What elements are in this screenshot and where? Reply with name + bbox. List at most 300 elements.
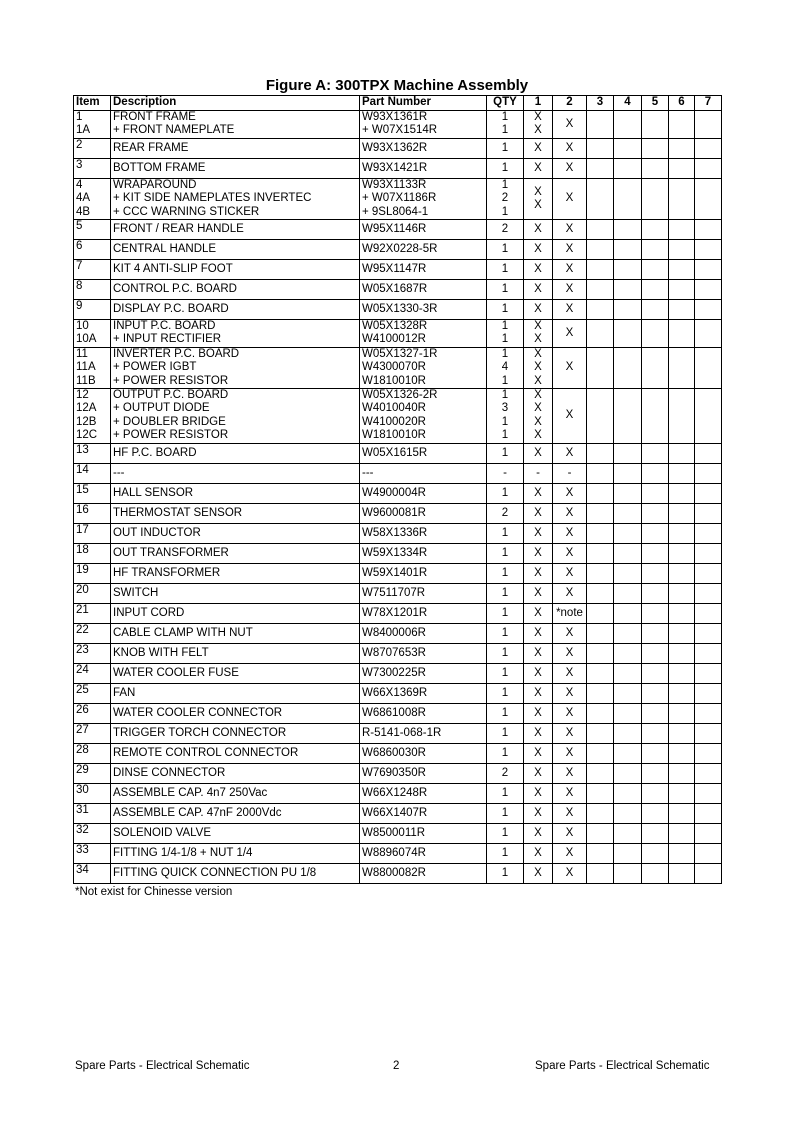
item-line: 10: [76, 320, 89, 333]
qty-line: 1: [501, 389, 509, 402]
description-cell: [111, 623, 360, 643]
col-7-cell: [695, 280, 722, 300]
qty-line: 1: [501, 806, 509, 819]
col-6-cell: [669, 300, 695, 320]
item-line: 32: [76, 823, 89, 836]
qty-cell: [487, 300, 524, 320]
col-1-line: X: [534, 566, 542, 579]
part-number-cell: [360, 583, 487, 603]
col-1-cell: [524, 320, 553, 348]
table-row: [74, 743, 722, 763]
col-4-cell: [614, 563, 642, 583]
qty-cell: [487, 543, 524, 563]
col-4-cell: [614, 723, 642, 743]
col-5-cell: [642, 643, 669, 663]
description-cell: [111, 220, 360, 240]
col-3-cell: [587, 178, 614, 219]
col-1-line: X: [534, 786, 542, 799]
item-line: 6: [76, 240, 83, 253]
part-number-line: W58X1336R: [362, 526, 428, 539]
part-number-cell: [360, 300, 487, 320]
part-number-cell: [360, 111, 487, 139]
col-3-cell: [587, 643, 614, 663]
part-number-line: W93X1361R: [362, 111, 428, 123]
qty-line: 1: [501, 303, 509, 316]
part-number-cell: [360, 220, 487, 240]
qty-line: 1: [501, 606, 509, 619]
table-row: [74, 389, 722, 444]
col-3-cell: [587, 843, 614, 863]
item-line: 22: [76, 623, 89, 636]
col-5-cell: [642, 240, 669, 260]
col-5-cell: [642, 111, 669, 139]
item-line: 28: [76, 743, 89, 756]
description-line: KIT 4 ANTI-SLIP FOOT: [113, 263, 233, 276]
qty-line: 1: [501, 546, 509, 559]
col-5-cell: [642, 280, 669, 300]
col-5-cell: [642, 763, 669, 783]
item-line: 24: [76, 663, 89, 676]
description-line: WATER COOLER CONNECTOR: [113, 706, 283, 719]
description-cell: [111, 763, 360, 783]
col-1-cell: [524, 463, 553, 483]
col-2-cell: X: [553, 563, 587, 583]
table-row: [74, 863, 722, 883]
part-number-cell: [360, 463, 487, 483]
description-cell: [111, 603, 360, 623]
qty-line: 1: [501, 263, 509, 276]
col-5-cell: [642, 543, 669, 563]
col-2-cell: X: [553, 320, 587, 348]
item-cell: [74, 683, 111, 703]
part-number-line: W92X0228-5R: [362, 243, 438, 256]
part-number-cell: [360, 260, 487, 280]
col-3-cell: [587, 111, 614, 139]
item-cell: [74, 583, 111, 603]
col-4-cell: [614, 503, 642, 523]
qty-cell: [487, 603, 524, 623]
col-1-line: X: [534, 746, 542, 759]
item-cell: [74, 320, 111, 348]
col-3-cell: [587, 763, 614, 783]
col-1-cell: [524, 280, 553, 300]
part-number-cell: [360, 683, 487, 703]
qty-line: 1: [501, 124, 509, 137]
description-line: SOLENOID VALVE: [113, 826, 211, 839]
col-1-cell: [524, 138, 553, 158]
col-7-cell: [695, 347, 722, 388]
col-6-cell: [669, 158, 695, 178]
col-1-line: X: [534, 124, 542, 137]
qty-cell: [487, 583, 524, 603]
col-2-cell: X: [553, 111, 587, 139]
qty-line: 1: [501, 726, 509, 739]
col-2-cell: X: [553, 763, 587, 783]
part-number-cell: [360, 643, 487, 663]
col-7-cell: [695, 783, 722, 803]
item-cell: [74, 623, 111, 643]
description-line: HF TRANSFORMER: [113, 566, 221, 579]
col-6-cell: [669, 683, 695, 703]
qty-line: 1: [501, 526, 509, 539]
item-cell: [74, 703, 111, 723]
col-5-cell: [642, 803, 669, 823]
qty-line: 1: [501, 162, 509, 175]
col-1-line: X: [534, 361, 542, 374]
col-1-cell: [524, 843, 553, 863]
part-number-cell: [360, 320, 487, 348]
col-5-cell: [642, 663, 669, 683]
table-row: [74, 703, 722, 723]
part-number-line: W7300225R: [362, 666, 426, 679]
part-number-line: W05X1687R: [362, 283, 428, 296]
description-line: BOTTOM FRAME: [113, 162, 206, 175]
col-1-cell: [524, 783, 553, 803]
qty-line: 2: [501, 192, 509, 205]
col-3-cell: [587, 138, 614, 158]
item-cell: [74, 300, 111, 320]
item-line: 17: [76, 523, 89, 536]
qty-cell: [487, 483, 524, 503]
col-6-cell: [669, 743, 695, 763]
qty-line: 1: [501, 415, 509, 428]
col-7-cell: [695, 563, 722, 583]
col-5-cell: [642, 347, 669, 388]
qty-cell: [487, 763, 524, 783]
col-4-cell: [614, 220, 642, 240]
part-number-line: W6861008R: [362, 706, 426, 719]
part-number-line: R-5141-068-1R: [362, 726, 442, 739]
col-7-cell: [695, 503, 722, 523]
part-number-line: W8707653R: [362, 646, 426, 659]
col-6-cell: [669, 523, 695, 543]
item-line: 13: [76, 443, 89, 456]
col-3-cell: [587, 703, 614, 723]
part-number-cell: [360, 763, 487, 783]
qty-line: 1: [501, 566, 509, 579]
col-1-cell: [524, 643, 553, 663]
item-cell: [74, 138, 111, 158]
description-line: INPUT P.C. BOARD: [113, 320, 216, 333]
col-1-line: X: [534, 526, 542, 539]
col-4-cell: [614, 823, 642, 843]
part-number-line: W1810010R: [362, 429, 426, 442]
col-1-line: X: [534, 162, 542, 175]
col-6-cell: [669, 260, 695, 280]
item-line: 2: [76, 138, 83, 151]
col-3-cell: [587, 320, 614, 348]
col-5-cell: [642, 683, 669, 703]
col-6-cell: [669, 240, 695, 260]
description-line: REMOTE CONTROL CONNECTOR: [113, 746, 299, 759]
part-number-cell: [360, 603, 487, 623]
description-cell: [111, 523, 360, 543]
col-5-cell: [642, 823, 669, 843]
col-5-cell: [642, 178, 669, 219]
item-line: 9: [76, 300, 83, 313]
qty-line: 1: [501, 746, 509, 759]
col-1-line: X: [534, 347, 542, 360]
description-cell: [111, 260, 360, 280]
part-number-cell: [360, 563, 487, 583]
qty-line: 1: [501, 374, 509, 387]
description-cell: [111, 863, 360, 883]
description-line: DINSE CONNECTOR: [113, 766, 226, 779]
col-2-cell: X: [553, 178, 587, 219]
col-1-cell: [524, 111, 553, 139]
table-row: [74, 583, 722, 603]
col-2-cell: X: [553, 543, 587, 563]
col-5-cell: [642, 138, 669, 158]
col-2-cell: X: [553, 783, 587, 803]
part-number-line: W8800082R: [362, 866, 426, 879]
col-4-cell: [614, 743, 642, 763]
col-4-cell: [614, 863, 642, 883]
col-1-line: -: [536, 466, 540, 479]
item-cell: [74, 603, 111, 623]
item-line: 29: [76, 763, 89, 776]
col-1-line: X: [534, 546, 542, 559]
description-line: + INPUT RECTIFIER: [113, 333, 222, 346]
col-7-cell: [695, 623, 722, 643]
description-cell: [111, 178, 360, 219]
col-5-cell: [642, 583, 669, 603]
part-number-cell: [360, 443, 487, 463]
col-4-cell: [614, 483, 642, 503]
item-line: 21: [76, 603, 89, 616]
col-3-cell: [587, 347, 614, 388]
col-1-line: X: [534, 706, 542, 719]
col-5-cell: [642, 260, 669, 280]
col-4-cell: [614, 280, 642, 300]
item-line: 19: [76, 563, 89, 576]
qty-cell: [487, 723, 524, 743]
col-7-cell: [695, 158, 722, 178]
footer-left: Spare Parts - Electrical Schematic: [75, 1060, 250, 1072]
qty-line: 1: [501, 786, 509, 799]
item-line: 15: [76, 483, 89, 496]
col-2-cell: X: [553, 443, 587, 463]
table-row: [74, 158, 722, 178]
description-line: FITTING QUICK CONNECTION PU 1/8: [113, 866, 317, 879]
col-4-cell: [614, 240, 642, 260]
qty-cell: [487, 783, 524, 803]
description-cell: [111, 463, 360, 483]
part-number-line: W05X1328R: [362, 320, 428, 333]
part-number-line: W7690350R: [362, 766, 426, 779]
col-1-cell: [524, 623, 553, 643]
col-3-cell: [587, 220, 614, 240]
part-number-line: W95X1146R: [362, 223, 427, 236]
table-row: [74, 240, 722, 260]
part-number-line: W05X1327-1R: [362, 347, 438, 360]
item-line: 11: [76, 347, 88, 360]
part-number-line: W93X1421R: [362, 162, 428, 175]
part-number-cell: [360, 823, 487, 843]
figure-title: Figure A: 300TPX Machine Assembly: [265, 77, 529, 94]
part-number-cell: [360, 503, 487, 523]
col-4-cell: [614, 843, 642, 863]
col-4-cell: [614, 683, 642, 703]
col-2-cell: X: [553, 389, 587, 444]
qty-cell: [487, 803, 524, 823]
item-line: 5: [76, 220, 83, 233]
header-col-4: 4: [614, 96, 642, 111]
col-1-line: X: [534, 320, 542, 333]
description-line: DISPLAY P.C. BOARD: [113, 303, 229, 316]
description-cell: [111, 503, 360, 523]
part-number-cell: [360, 389, 487, 444]
col-5-cell: [642, 843, 669, 863]
col-7-cell: [695, 803, 722, 823]
part-number-line: W6860030R: [362, 746, 426, 759]
item-line: 25: [76, 683, 89, 696]
col-1-line: X: [534, 846, 542, 859]
col-5-cell: [642, 463, 669, 483]
col-4-cell: [614, 389, 642, 444]
col-5-cell: [642, 863, 669, 883]
col-1-line: X: [534, 198, 542, 211]
col-2-cell: X: [553, 280, 587, 300]
part-number-line: W1810010R: [362, 374, 426, 387]
col-1-cell: [524, 723, 553, 743]
col-6-cell: [669, 663, 695, 683]
col-6-cell: [669, 603, 695, 623]
col-5-cell: [642, 389, 669, 444]
table-row: [74, 523, 722, 543]
col-4-cell: [614, 763, 642, 783]
item-cell: [74, 178, 111, 219]
header-col-3: 3: [587, 96, 614, 111]
col-7-cell: [695, 703, 722, 723]
col-4-cell: [614, 260, 642, 280]
qty-line: 1: [501, 111, 509, 123]
col-4-cell: [614, 623, 642, 643]
col-3-cell: [587, 483, 614, 503]
item-line: 27: [76, 723, 89, 736]
col-6-cell: [669, 389, 695, 444]
header-col-7: 7: [695, 96, 722, 111]
col-1-line: X: [534, 686, 542, 699]
col-1-cell: [524, 543, 553, 563]
col-4-cell: [614, 543, 642, 563]
part-number-line: W9600081R: [362, 506, 426, 519]
description-cell: [111, 583, 360, 603]
part-number-line: W8896074R: [362, 846, 426, 859]
header-col-1: 1: [524, 96, 553, 111]
part-number-line: W66X1407R: [362, 806, 428, 819]
col-4-cell: [614, 320, 642, 348]
col-2-cell: X: [553, 803, 587, 823]
description-cell: [111, 320, 360, 348]
col-1-line: X: [534, 389, 542, 402]
col-2-cell: X: [553, 300, 587, 320]
col-3-cell: [587, 503, 614, 523]
col-7-cell: [695, 178, 722, 219]
col-3-cell: [587, 563, 614, 583]
description-cell: [111, 643, 360, 663]
description-line: FRONT / REAR HANDLE: [113, 223, 244, 236]
table-row: [74, 623, 722, 643]
qty-line: 3: [501, 402, 509, 415]
description-line: FITTING 1/4-1/8 + NUT 1/4: [113, 846, 253, 859]
qty-line: 1: [501, 706, 509, 719]
part-number-cell: [360, 623, 487, 643]
item-cell: [74, 823, 111, 843]
item-line: 34: [76, 863, 89, 876]
col-1-cell: [524, 483, 553, 503]
col-6-cell: [669, 543, 695, 563]
description-cell: [111, 443, 360, 463]
col-7-cell: [695, 763, 722, 783]
col-3-cell: [587, 260, 614, 280]
item-line: 7: [76, 260, 83, 273]
description-cell: [111, 823, 360, 843]
description-line: + POWER RESISTOR: [113, 429, 229, 442]
description-cell: [111, 563, 360, 583]
col-1-line: X: [534, 402, 542, 415]
description-cell: [111, 723, 360, 743]
col-4-cell: [614, 111, 642, 139]
col-2-cell: -: [553, 463, 587, 483]
description-cell: [111, 347, 360, 388]
qty-cell: [487, 443, 524, 463]
col-2-cell: X: [553, 483, 587, 503]
description-cell: [111, 843, 360, 863]
col-6-cell: [669, 583, 695, 603]
col-1-cell: [524, 663, 553, 683]
part-number-line: W59X1401R: [362, 566, 428, 579]
part-number-line: W8400006R: [362, 626, 426, 639]
qty-cell: [487, 138, 524, 158]
part-number-cell: [360, 483, 487, 503]
col-2-cell: X: [553, 503, 587, 523]
item-line: 12A: [76, 402, 97, 415]
col-3-cell: [587, 543, 614, 563]
item-line: 10A: [76, 333, 97, 346]
part-number-line: W4900004R: [362, 486, 426, 499]
item-cell: [74, 389, 111, 444]
description-line: ---: [113, 466, 125, 479]
part-number-line: W05X1326-2R: [362, 389, 438, 402]
table-row: [74, 803, 722, 823]
part-number-cell: [360, 723, 487, 743]
col-6-cell: [669, 463, 695, 483]
description-cell: [111, 683, 360, 703]
col-7-cell: [695, 603, 722, 623]
col-1-line: X: [534, 446, 542, 459]
col-1-line: X: [534, 111, 542, 123]
description-cell: [111, 300, 360, 320]
qty-line: 1: [501, 320, 509, 333]
description-line: REAR FRAME: [113, 142, 189, 155]
col-6-cell: [669, 863, 695, 883]
qty-line: 1: [501, 486, 509, 499]
item-line: 26: [76, 703, 89, 716]
description-line: + FRONT NAMEPLATE: [113, 124, 235, 137]
col-4-cell: [614, 138, 642, 158]
description-line: TRIGGER TORCH CONNECTOR: [113, 726, 287, 739]
item-cell: [74, 443, 111, 463]
item-line: 4: [76, 178, 83, 191]
item-line: 11A: [76, 361, 96, 374]
col-7-cell: [695, 138, 722, 158]
table-row: [74, 280, 722, 300]
col-6-cell: [669, 723, 695, 743]
part-number-line: W7511707R: [362, 586, 426, 599]
table-body: [74, 111, 722, 884]
col-4-cell: [614, 523, 642, 543]
